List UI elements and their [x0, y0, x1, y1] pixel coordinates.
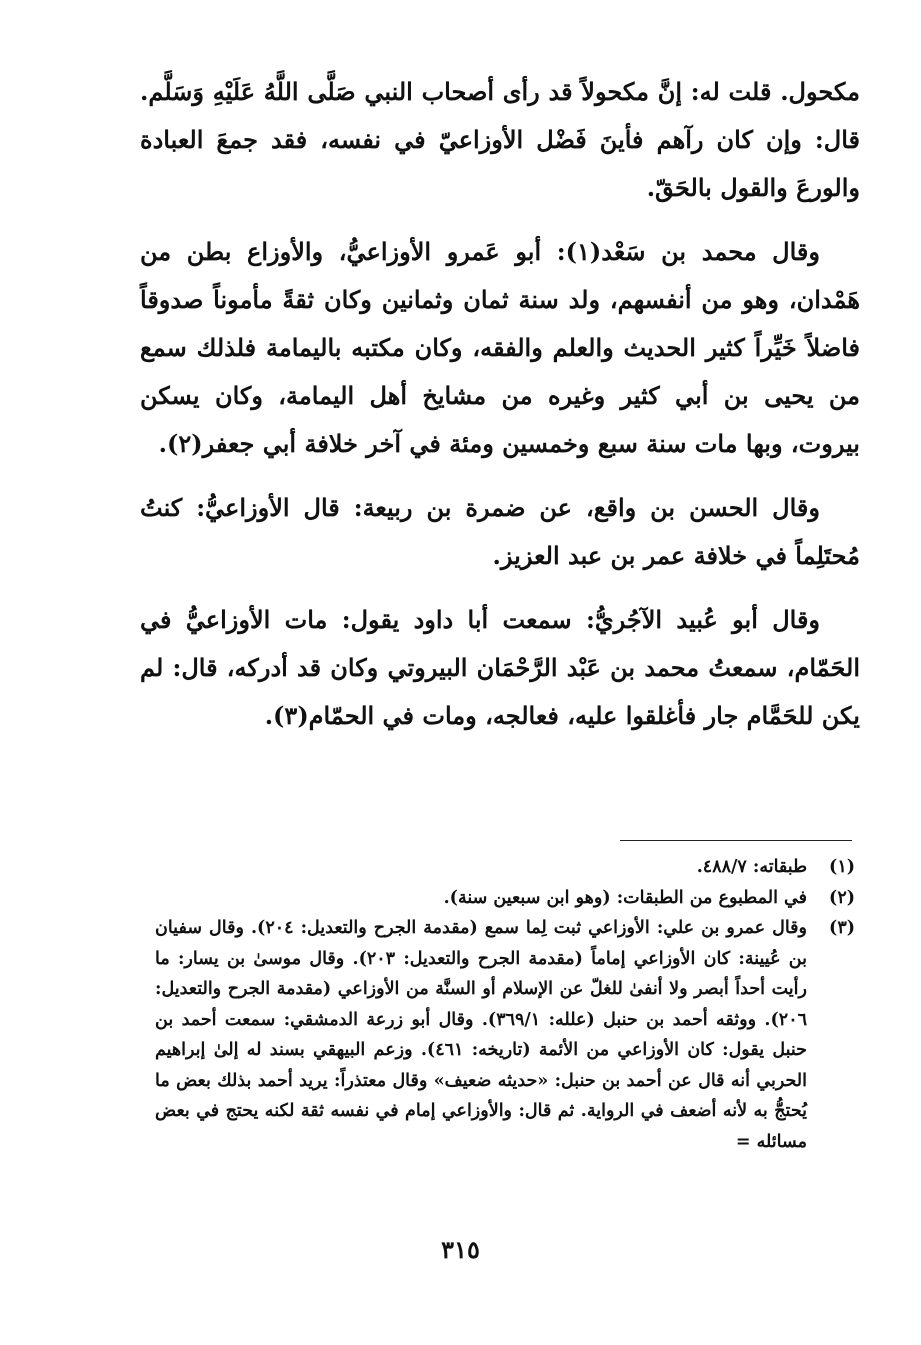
footnote-text: في المطبوع من الطبقات: (وهو ابن سبعين سنة).	[443, 887, 807, 908]
paragraph: مكحول. قلت له: إنَّ مكحولاً قد رأى أصحاب النبي صَلَّى اللَّهُ عَلَيْهِ وَسَلَّم. قال: وإن كان رآهم فأينَ فَضْل الأوزاعيّ في نفسه، فقد جمعَ العبادة والورعَ والقول بالحَقّ.	[140, 77, 860, 202]
footnote-number: (١)	[829, 857, 855, 877]
page-number: ٣١٥	[441, 1235, 480, 1264]
footnote	[155, 913, 855, 1157]
footnote-text: وقال عمرو بن علي: الأوزاعي ثبت لِما سمع (مقدمة الجرح والتعديل: ٢٠٤). وقال سفيان بن عُيينة: كان الأوزاعي إماماً (مقدمة الجرح والتعديل: ٢٠٣). وقال موسىٰ بن يسار: ما رأيت أحداً أبصر ولا أنفىٰ للغلّ عن الإسلام أو السنَّة من الأوزاعي (مقدمة الجرح والتعديل: ٢٠٦). ووثقه أحمد بن حنبل (علله: ٣٦٩/١). وقال أبو زرعة الدمشقي: سمعت أحمد بن حنبل يقول: كان الأوزاعي من الأئمة (تاريخه: ٤٦١). وزعم البيهقي بسند له إلىٰ إبراهيم الحربي أنه قال عن أحمد بن حنبل: «حديثه ضعيف» وقال معتذراً: يريد أحمد بذلك بعض ما يُحتجُّ به لأنه أضعف في الرواية. ثم قال: والأوزاعي إمام في نفسه ثقة لكنه يحتج في بعض مسائله =	[155, 918, 807, 1152]
paragraph: وقال أبو عُبيد الآجُريُّ: سمعت أبا داود يقول: مات الأوزاعيُّ في الحَمّام، سمعتُ محمد بن عَبْد الرَّحْمَان البيروتي وكان قد أدركه، قال: لم يكن للحَمَّام جار فأغلقوا عليه، فعالجه، ومات في الحمّام(٣).	[140, 605, 860, 730]
footnote	[155, 852, 855, 883]
paragraph: وقال محمد بن سَعْد(١): أبو عَمرو الأوزاعيُّ، والأوزاع بطن من هَمْدان، وهو من أنفسهم، ولد سنة ثمان وثمانين وكان ثقةً مأموناً صدوقاً فاضلاً خَيِّراً كثير الحديث والعلم والفقه، وكان مكتبه باليمامة فلذلك سمع من يحيى بن أبي كثير وغيره من مشايخ أهل اليمامة، وكان يسكن بيروت، وبها مات سنة سبع وخمسين ومئة في آخر خلافة أبي جعفر(٢).	[140, 237, 860, 458]
main-text	[140, 68, 860, 740]
footnote-text: طبقاته: ٤٨٨/٧.	[696, 857, 807, 877]
paragraph: وقال الحسن بن واقع، عن ضمرة بن ربيعة: قال الأوزاعيُّ: كنتُ مُحتَلِماً في خلافة عمر بن عبد العزيز.	[140, 493, 860, 570]
footnote-separator	[620, 840, 852, 841]
footnote-number: (٣)	[829, 918, 855, 938]
footnote-number: (٢)	[829, 887, 855, 908]
footnotes	[155, 852, 855, 1157]
footnote	[155, 883, 855, 914]
